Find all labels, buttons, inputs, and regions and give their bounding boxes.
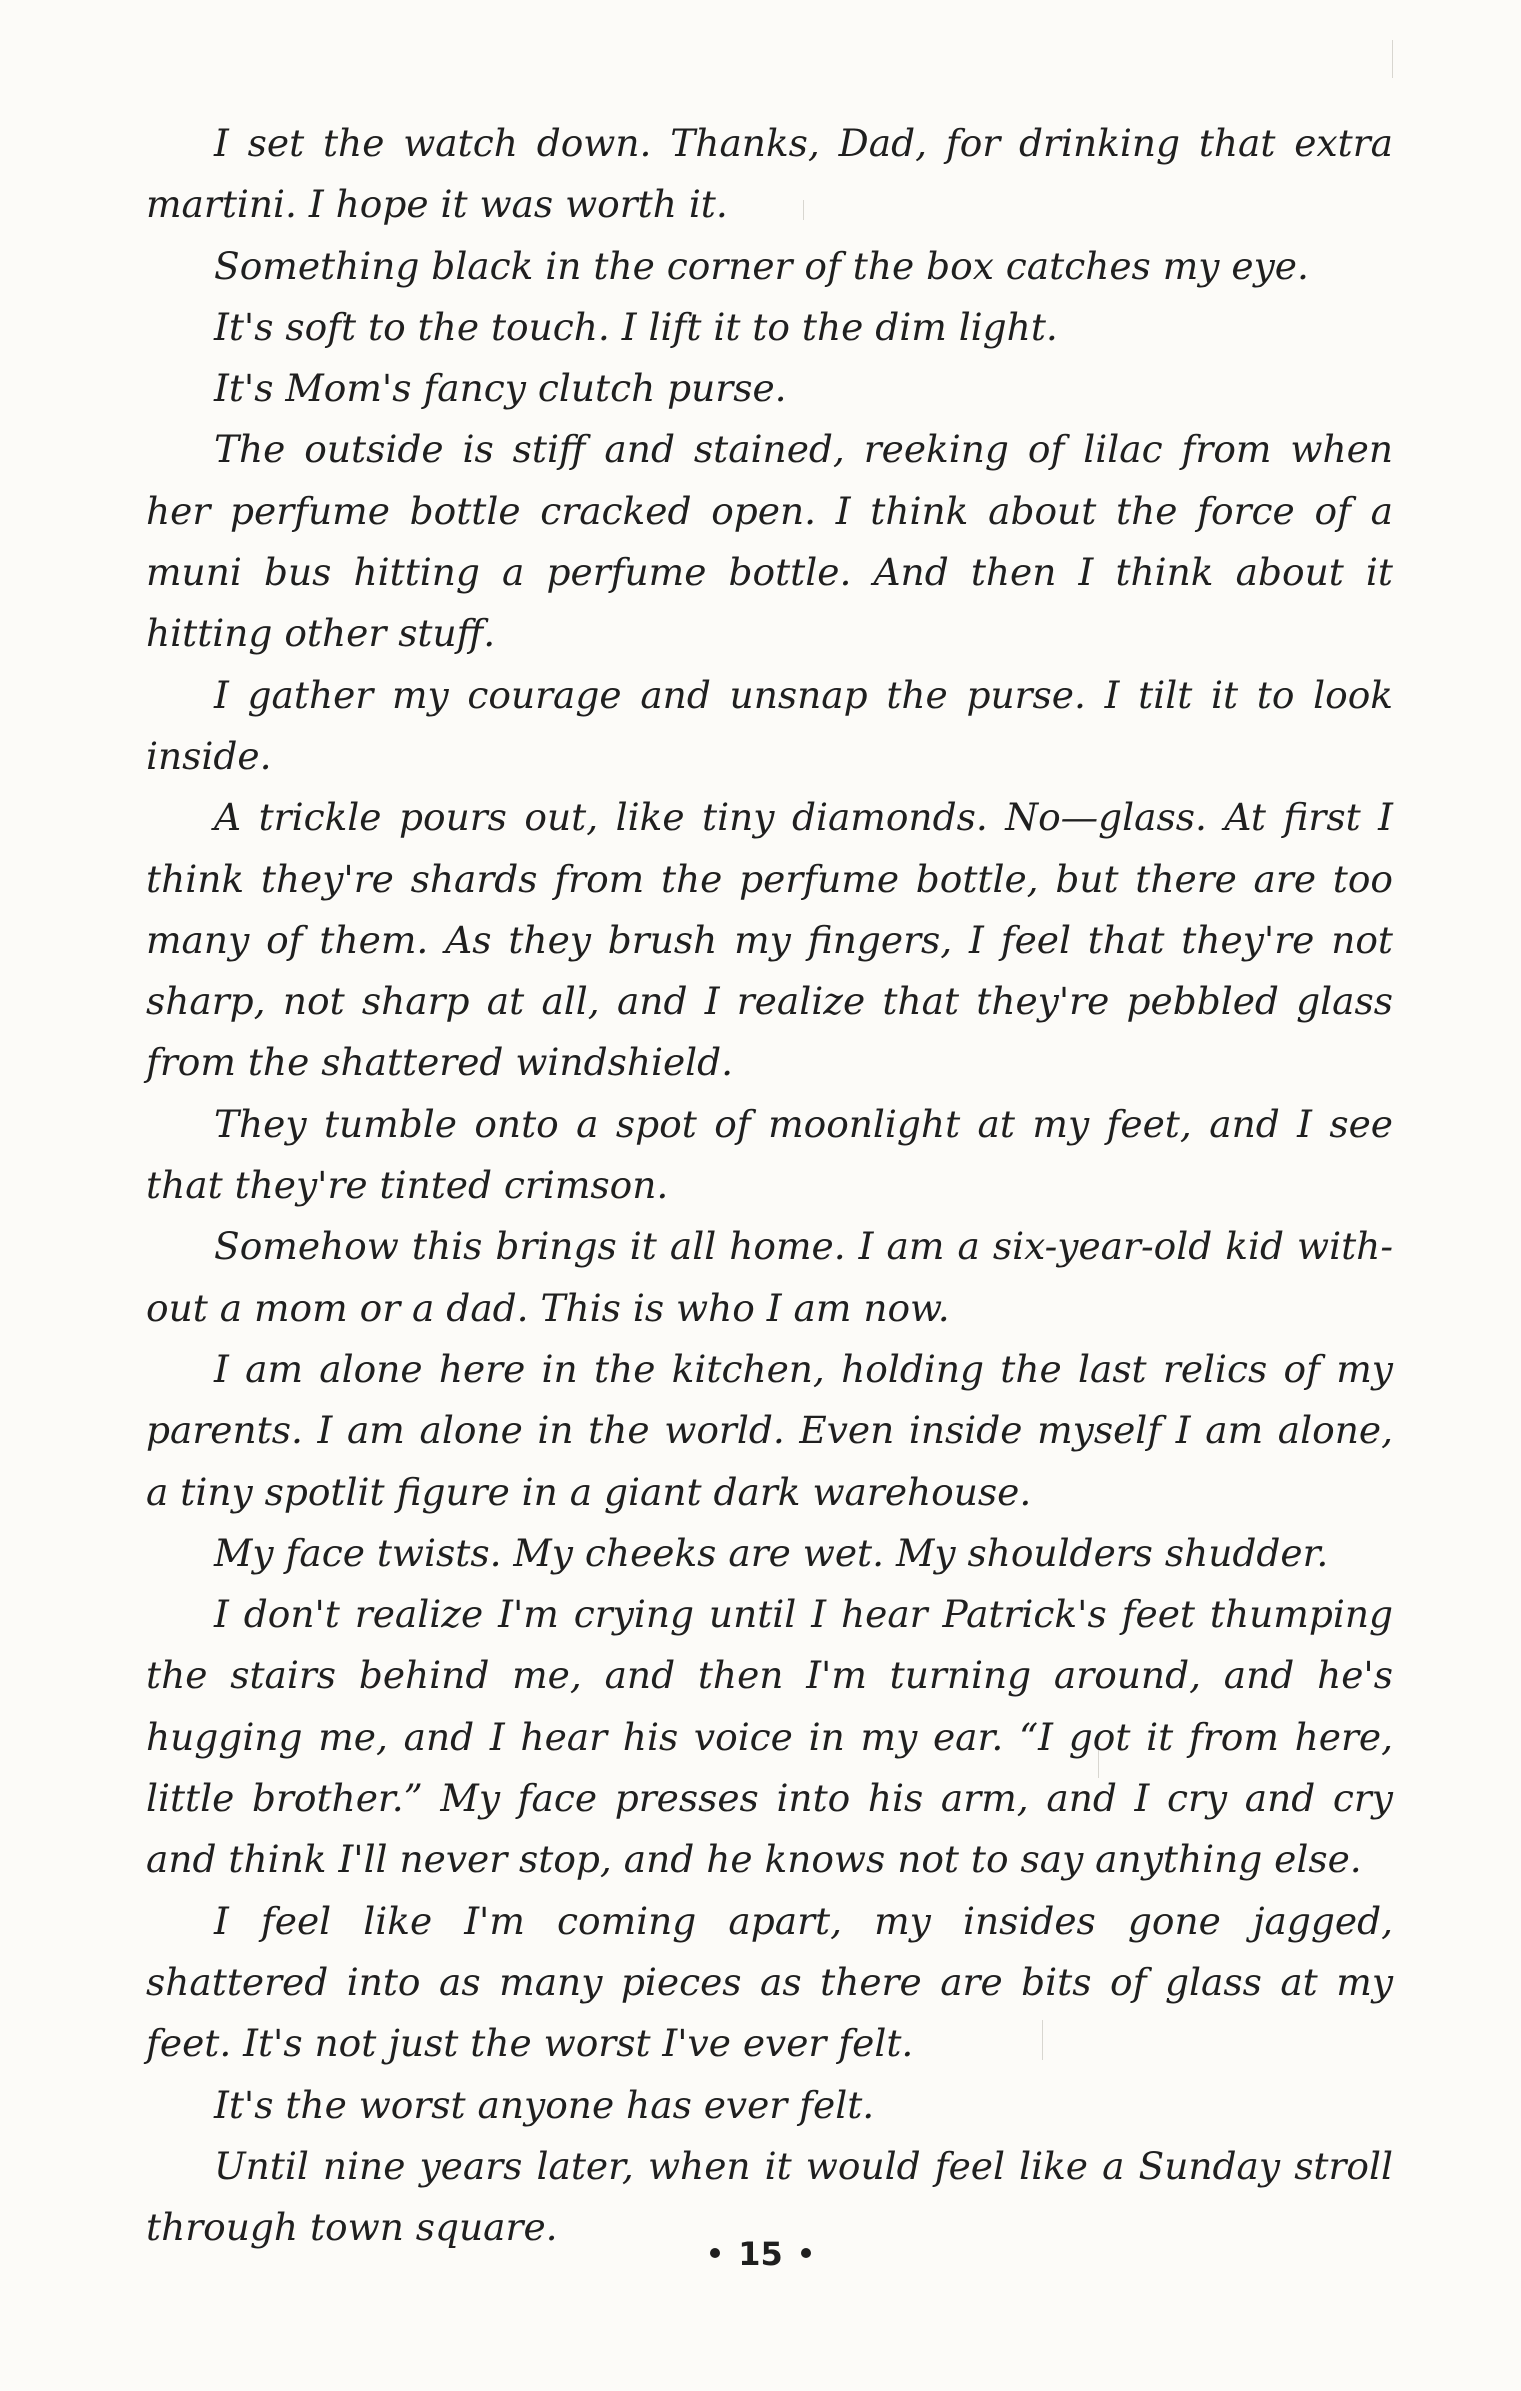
paragraph: The outside is stiff and stained, reeking of lilac from when her perfume bottle cracked open. I think about the force of a muni bus hitting a perfume bottle. And then I think about it hitting other stuff.	[146, 427, 1393, 656]
paragraph: I gather my courage and unsnap the purse. I tilt it to look inside.	[146, 672, 1393, 778]
paragraph: They tumble onto a spot of moonlight at my feet, and I see that they're tinted crimson.	[146, 1101, 1393, 1208]
paragraph: A trickle pours out, like tiny diamonds. No—glass. At first I think they're shards from the perfume bottle, but there are too many of them. As they brush my fingers, I feel that they're not sharp, not sharp at all, and I realize that they're pebbled glass from the shattered windshield.	[146, 795, 1393, 1085]
paragraph: It's soft to the touch. I lift it to the dim light.	[214, 304, 1058, 349]
paragraph: My face twists. My cheeks are wet. My shoulders shudder.	[214, 1530, 1329, 1575]
paragraph: It's Mom's fancy clutch purse.	[214, 366, 787, 411]
bullet-dot-icon	[710, 2248, 720, 2258]
paragraph: I don't realize I'm crying until I hear Patrick's feet thumping the stairs behind me, and then I'm turning around, and he's hugging me, and I hear his voice in my ear. “I got it from here, little brother.” My face presses into his arm, and I cry and cry and think I'll never stop, and he knows not to say anything else.	[146, 1592, 1393, 1882]
paragraph: It's the worst anyone has ever felt.	[214, 2082, 875, 2127]
bullet-dot-icon	[801, 2248, 811, 2258]
page-folio	[0, 2234, 1521, 2274]
paragraph: Something black in the corner of the box catches my eye.	[214, 243, 1309, 288]
paragraph: I feel like I'm coming apart, my insides gone jagged, shattered into as many pieces as there are bits of glass at my feet. It's not just the worst I've ever felt.	[146, 1898, 1393, 2066]
paragraph: Until nine years later, when it would feel like a Sunday stroll through town square.	[146, 2143, 1393, 2250]
paragraph: Somehow this brings it all home. I am a six-year-old kid without a mom or a dad. This is who I am now.	[146, 1224, 1393, 1330]
paper-crease-mark	[1392, 40, 1393, 78]
page-number: 15	[738, 2235, 783, 2273]
paragraph: I set the watch down. Thanks, Dad, for drinking that extra martini. I hope it was worth it.	[146, 121, 1393, 227]
body-text	[146, 113, 1393, 2258]
paragraph: I am alone here in the kitchen, holding the last relics of my parents. I am alone in the world. Even inside myself I am alone, a tiny spotlit figure in a giant dark warehouse.	[146, 1346, 1393, 1514]
